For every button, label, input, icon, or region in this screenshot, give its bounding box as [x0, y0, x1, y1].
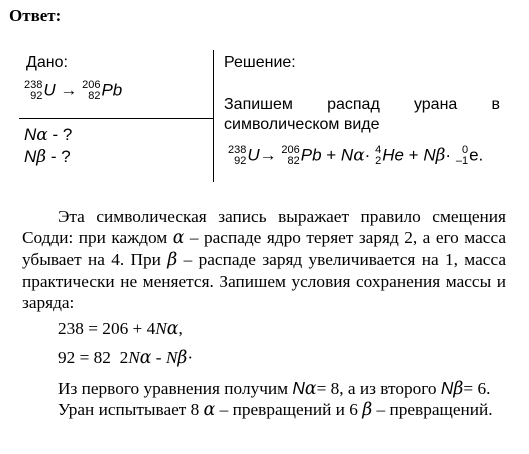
find-n-beta: Nβ - ?	[24, 147, 71, 167]
result-line-1: Из первого уравнения получим Nα= 8, а из второго Nβ= 6.	[58, 378, 491, 399]
soddy-rule-paragraph: Эта символическая запись выражает правило смещения Содди: при каждом α – распаде ядро теряет заряд 2, а его масса убывает на 4. При β – распаде заряд увеличивается на 1, масса практически не меняется. Запишем условия сохранения массы и заряда:	[22, 207, 506, 312]
given-find-divider	[19, 118, 213, 119]
uranium-symbol: U	[43, 80, 56, 100]
lead-symbol: Pb	[101, 80, 123, 100]
find-n-alpha: Nα - ?	[24, 125, 73, 145]
reaction-arrow: →	[60, 80, 78, 100]
solution-intro-line2: символическом виде	[224, 116, 380, 133]
solution-label: Решение:	[224, 54, 296, 71]
answer-heading: Ответ:	[9, 6, 62, 25]
given-label: Дано:	[26, 54, 68, 71]
decay-equation: 238 92 U→ 206 82 Pb + Nα· 4 2 He + Nβ· 0 –1 e.	[228, 144, 484, 167]
charge-conservation-equation: 92 = 82 2Nα - Nβ·	[58, 348, 194, 368]
solution-intro-line1: Запишем распад урана в	[224, 96, 500, 113]
mass-conservation-equation: 238 = 206 + 4Nα,	[58, 319, 183, 339]
table-vertical-divider	[213, 50, 214, 182]
given-reaction	[24, 80, 122, 102]
lead-nuclide-indices: 206 82	[82, 79, 101, 102]
uranium-nuclide-indices: 238 92	[24, 79, 43, 102]
result-line-2: Уран испытывает 8 α – превращений и 6 β – превращений.	[58, 400, 493, 420]
